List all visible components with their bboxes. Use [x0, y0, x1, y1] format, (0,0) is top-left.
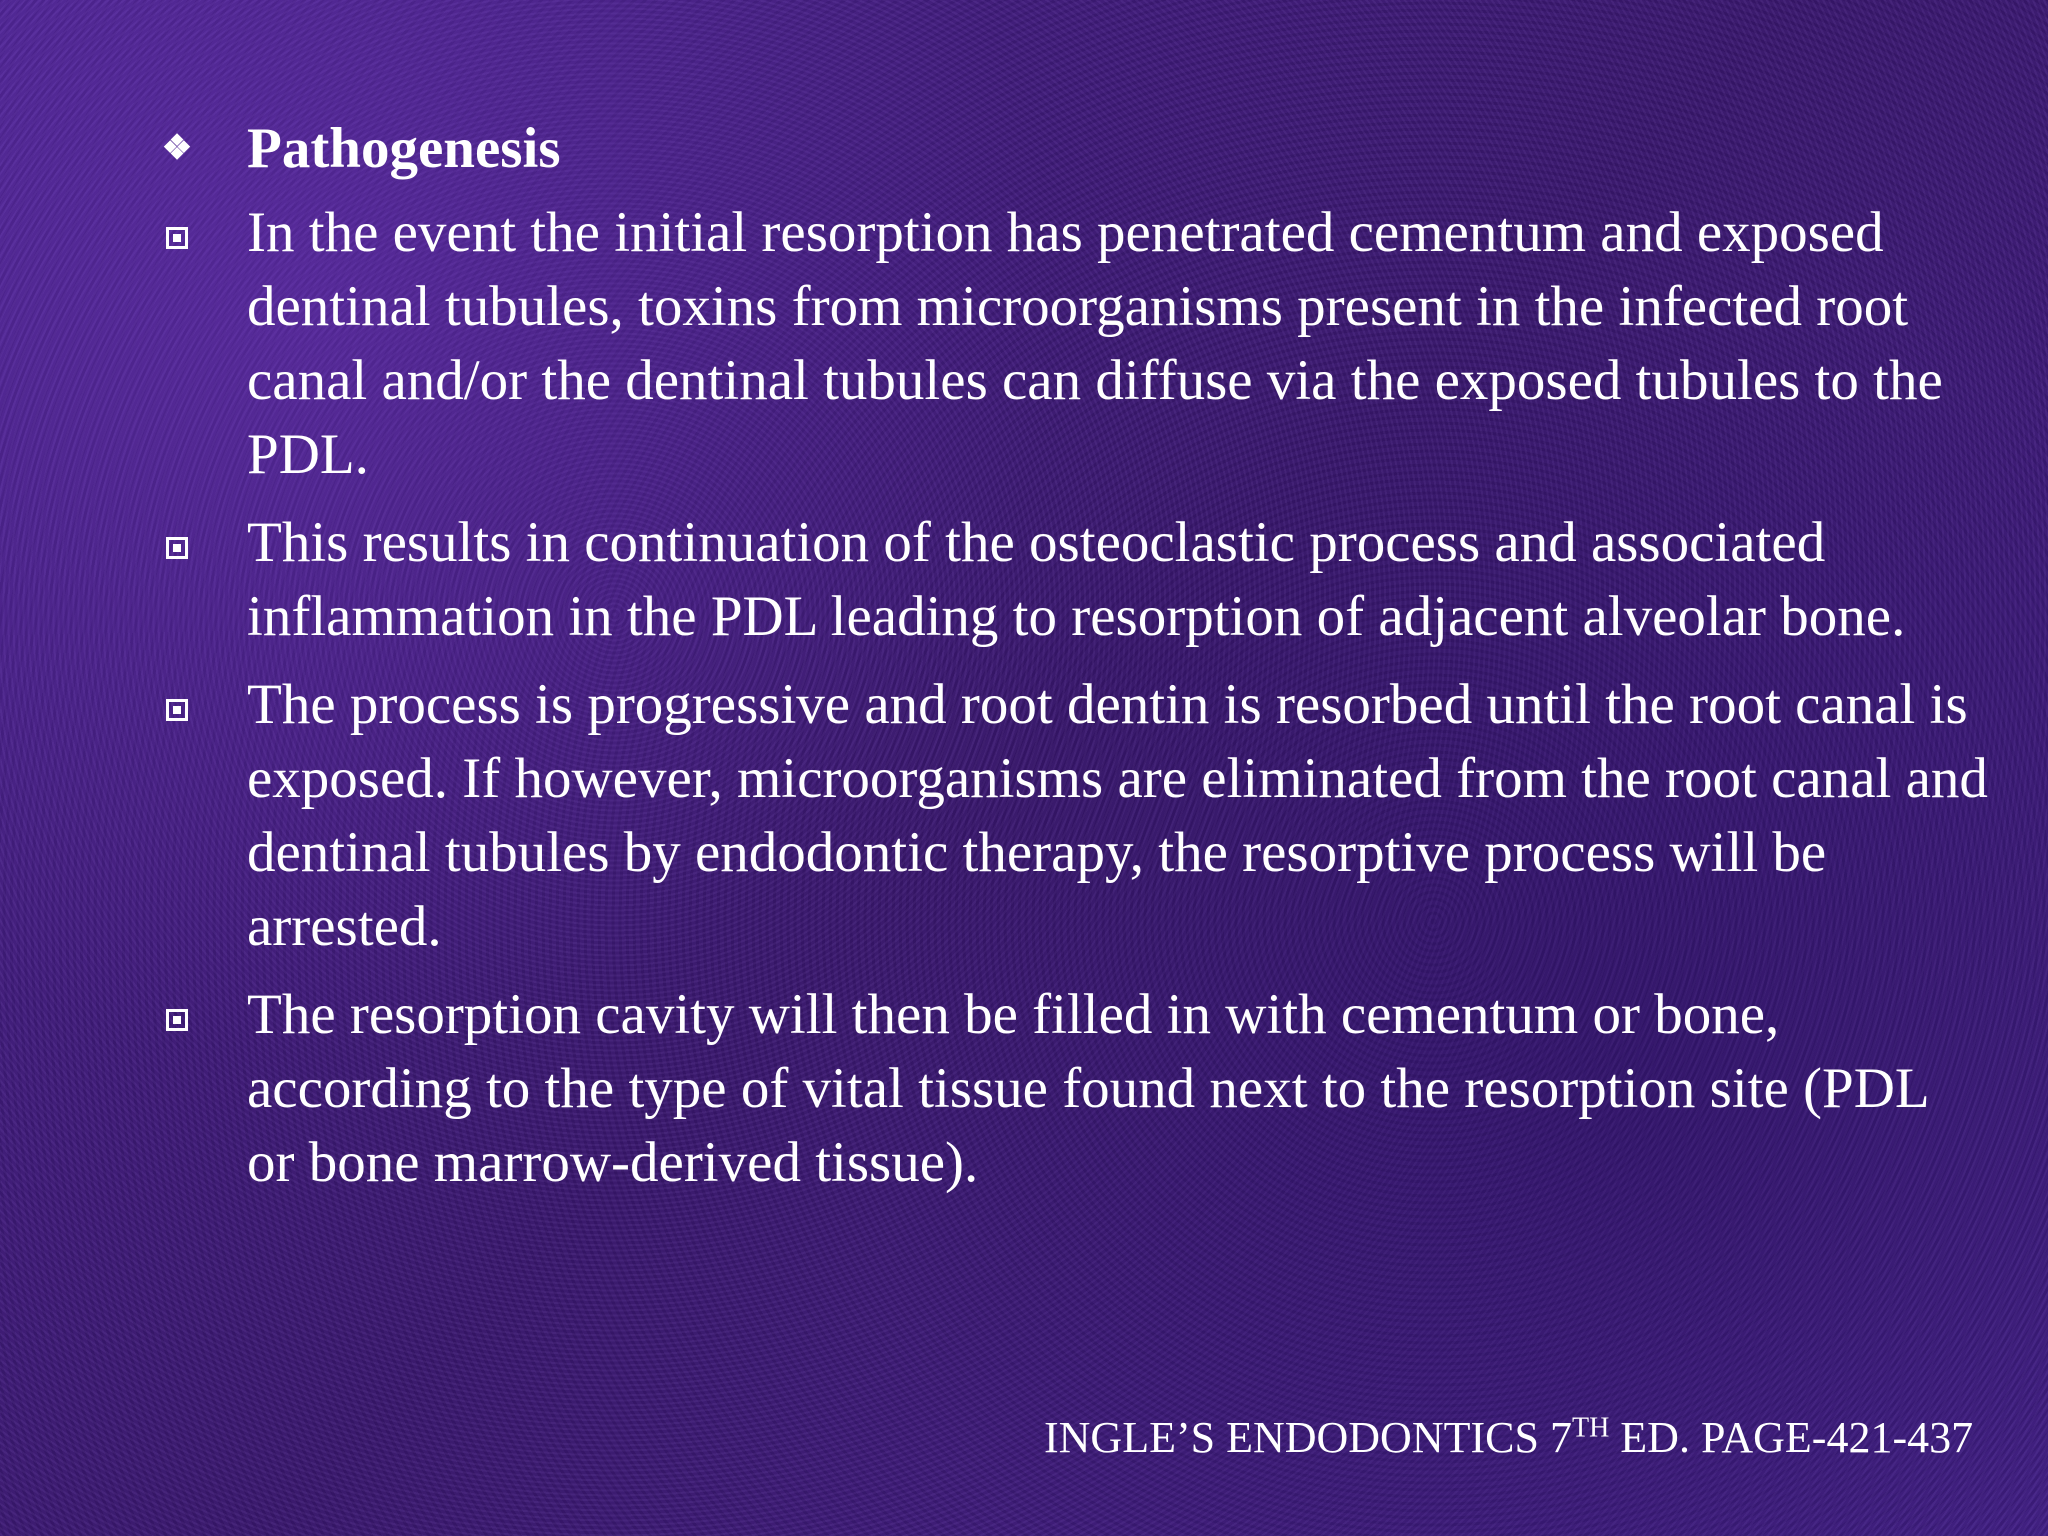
bullet-item — [0, 668, 2048, 964]
boxed-square-icon — [157, 196, 197, 270]
bullet-text: The process is progressive and root dentin is resorbed until the root canal is exposed. If however, microorganisms are eliminated from the root canal and dentinal tubules by endodontic therapy, the resorptive process will be arrested. — [247, 673, 1988, 958]
bullet-item — [0, 196, 2048, 492]
bullet-item — [0, 506, 2048, 654]
boxed-square-icon — [157, 506, 197, 580]
citation-superscript: TH — [1571, 1412, 1610, 1444]
bullet-text: This results in continuation of the osteoclastic process and associated inflammation in the PDL leading to resorption of adjacent alveolar bone. — [247, 511, 1906, 648]
citation-part1: INGLE’S ENDODONTICS 7 — [1044, 1413, 1572, 1462]
heading-text: Pathogenesis — [247, 117, 561, 180]
diamond-cluster-icon: ❖ — [161, 130, 193, 167]
citation-part2: ED. PAGE-421-437 — [1609, 1413, 1974, 1462]
citation — [1044, 1410, 2004, 1466]
bullet-text: In the event the initial resorption has penetrated cementum and exposed dentinal tubules, toxins from microorganisms present in the infected root canal and/or the dentinal tubules can diffuse via the exposed tubules to the PDL. — [247, 201, 1943, 486]
bullet-text: The resorption cavity will then be filled in with cementum or bone, according to the type of vital tissue found next to the resorption site (PDL or bone marrow-derived tissue). — [247, 983, 1928, 1194]
bullet-list — [0, 112, 2048, 1214]
boxed-square-icon — [157, 668, 197, 742]
heading-item — [0, 112, 2048, 186]
bullet-item — [0, 978, 2048, 1200]
boxed-square-icon — [157, 978, 197, 1052]
